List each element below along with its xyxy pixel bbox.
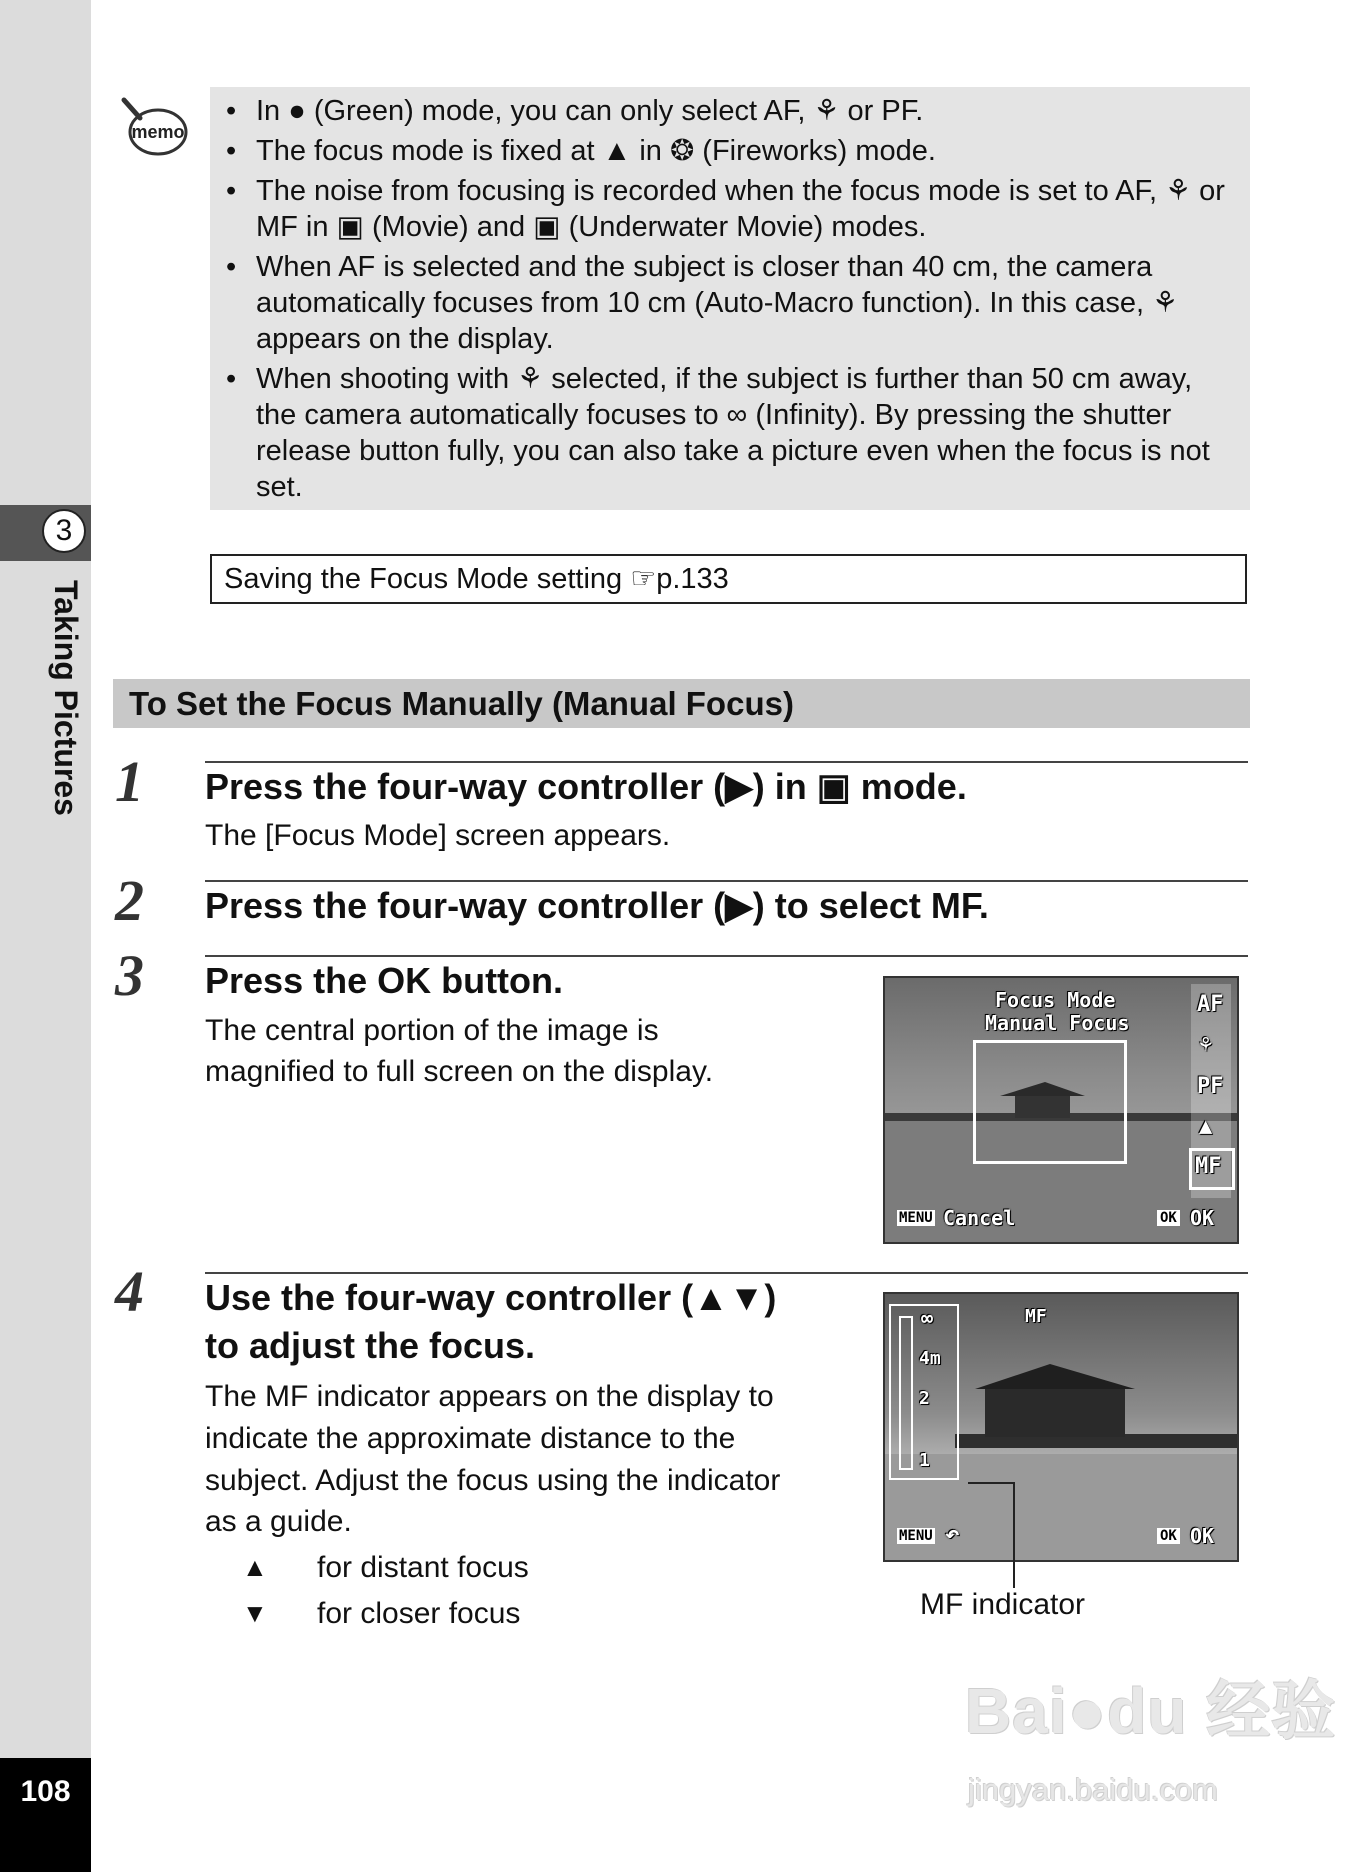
memo-bullet-text: When shooting with ⚘ selected, if the subject is further than 50 cm away, the camera automatically focuses to ∞ (Infinity). By pressing the shutter release button fully, you can also take a picture even when the focus is not set. xyxy=(256,363,1210,503)
mf-indicator-caption: MF indicator xyxy=(920,1588,1086,1621)
ok-label[interactable]: OK xyxy=(1190,1524,1215,1548)
option-mountain-icon[interactable]: ▲ xyxy=(1199,1114,1213,1139)
step-text-line: indicate the approximate distance to the xyxy=(205,1422,736,1455)
step-divider xyxy=(205,1272,1248,1274)
scale-2: 2 xyxy=(919,1388,930,1409)
step-divider xyxy=(205,955,1248,957)
step-number: 2 xyxy=(115,868,144,933)
caption-leader xyxy=(968,1482,1015,1484)
scale-infinity: ∞ xyxy=(921,1306,934,1330)
step-text-line: magnified to full screen on the display. xyxy=(205,1055,714,1088)
step-heading: Press the four-way controller (▶) to select MF. xyxy=(205,885,989,926)
step-heading: Press the four-way controller (▶) in ▣ mode. xyxy=(205,766,967,807)
memo-bullet-text: When AF is selected and the subject is closer than 40 cm, the camera automatically focuses from 10 cm (Auto-Macro function). In this case, ⚘ appears on the display. xyxy=(256,251,1179,355)
ok-label[interactable]: OK xyxy=(1190,1206,1215,1230)
chapter-sidebar xyxy=(0,0,91,1872)
ok-key-icon: OK xyxy=(1157,1528,1180,1544)
chapter-title: Taking Pictures xyxy=(48,580,84,816)
focus-mode-screen xyxy=(883,976,1239,1244)
step-number: 3 xyxy=(115,943,144,1008)
memo-bullet-text: The noise from focusing is recorded when the focus mode is set to AF, ⚘ or MF in ▣ (Movie) and ▣ (Underwater Movie) modes. xyxy=(256,175,1225,243)
section-title: To Set the Focus Manually (Manual Focus) xyxy=(113,679,1250,728)
memo-bullet-text: The focus mode is fixed at ▲ in ❂ (Fireworks) mode. xyxy=(256,135,936,167)
memo-bullet: • In ● (Green) mode, you can only select AF, ⚘ or PF. xyxy=(226,95,924,127)
bullet-text: for closer focus xyxy=(317,1597,521,1630)
ok-key-icon: OK xyxy=(1157,1210,1180,1226)
menu-key-icon: MENU xyxy=(899,1210,933,1226)
step-text: The [Focus Mode] screen appears. xyxy=(205,819,671,852)
manual-focus-screen xyxy=(883,1292,1239,1562)
memo-icon xyxy=(118,96,190,158)
chapter-title-wrap xyxy=(48,580,94,816)
step-heading: Press the OK button. xyxy=(205,960,564,1001)
caption-leader xyxy=(1013,1482,1015,1588)
watermark-url: jingyan.baidu.com xyxy=(968,1772,1218,1807)
page-number: 108 xyxy=(20,1775,71,1808)
scale-4m: 4m xyxy=(919,1348,941,1369)
option-mf[interactable]: MF xyxy=(1195,1154,1222,1179)
option-pf[interactable]: PF xyxy=(1197,1074,1224,1099)
chapter-number: 3 xyxy=(42,509,86,553)
scale-1: 1 xyxy=(919,1450,930,1471)
mf-label: MF xyxy=(1025,1306,1047,1327)
memo-bullet-text: In ● (Green) mode, you can only select AF, ⚘ or PF. xyxy=(256,95,924,127)
memo-bullet: • The noise from focusing is recorded when the focus mode is set to AF, ⚘ or MF in ▣ (Movie) and ▣ (Underwater Movie) modes. xyxy=(226,175,1225,243)
step-divider xyxy=(205,761,1248,763)
back-arrow-icon[interactable]: ↶ xyxy=(945,1520,960,1548)
cancel-label[interactable]: Cancel xyxy=(943,1206,1016,1230)
bullet-text: for distant focus xyxy=(317,1551,529,1584)
step-number: 4 xyxy=(115,1259,144,1324)
watermark-logo: Bai●du 经验 xyxy=(965,1675,1337,1747)
memo-bullet: • When AF is selected and the subject is closer than 40 cm, the camera automatically focuses from 10 cm (Auto-Macro function). In this case, ⚘ appears on the display. xyxy=(226,251,1179,355)
memo-bullet: • The focus mode is fixed at ▲ in ❂ (Fireworks) mode. xyxy=(226,135,936,167)
menu-key-icon: MENU xyxy=(899,1528,933,1544)
option-macro-icon[interactable]: ⚘ xyxy=(1199,1032,1213,1057)
cross-reference[interactable]: Saving the Focus Mode setting ☞p.133 xyxy=(210,554,1247,604)
step-text-line: as a guide. xyxy=(205,1505,352,1538)
memo-label: memo xyxy=(131,122,185,142)
magnify-frame xyxy=(973,1040,1127,1164)
step-divider xyxy=(205,880,1248,882)
step-text-line: subject. Adjust the focus using the indicator xyxy=(205,1464,781,1497)
step-heading: Use the four-way controller (▲▼) xyxy=(205,1277,777,1318)
screen-subtitle: Manual Focus xyxy=(985,1011,1130,1035)
step-text-line: The MF indicator appears on the display to xyxy=(205,1380,774,1413)
option-af[interactable]: AF xyxy=(1197,992,1224,1017)
down-arrow-icon: ▼ xyxy=(242,1598,268,1628)
screen-title: Focus Mode xyxy=(995,988,1116,1012)
memo-bullet: • When shooting with ⚘ selected, if the subject is further than 50 cm away, the camera automatically focuses to ∞ (Infinity). By pressing the shutter release button fully, you can also take a picture even when the focus is not set. xyxy=(226,363,1210,503)
step-heading: to adjust the focus. xyxy=(205,1325,536,1366)
up-arrow-icon: ▲ xyxy=(242,1552,268,1582)
step-text-line: The central portion of the image is xyxy=(205,1014,659,1047)
memo-box xyxy=(210,87,1250,510)
step-number: 1 xyxy=(115,749,144,814)
mf-scale-bar xyxy=(899,1316,913,1470)
